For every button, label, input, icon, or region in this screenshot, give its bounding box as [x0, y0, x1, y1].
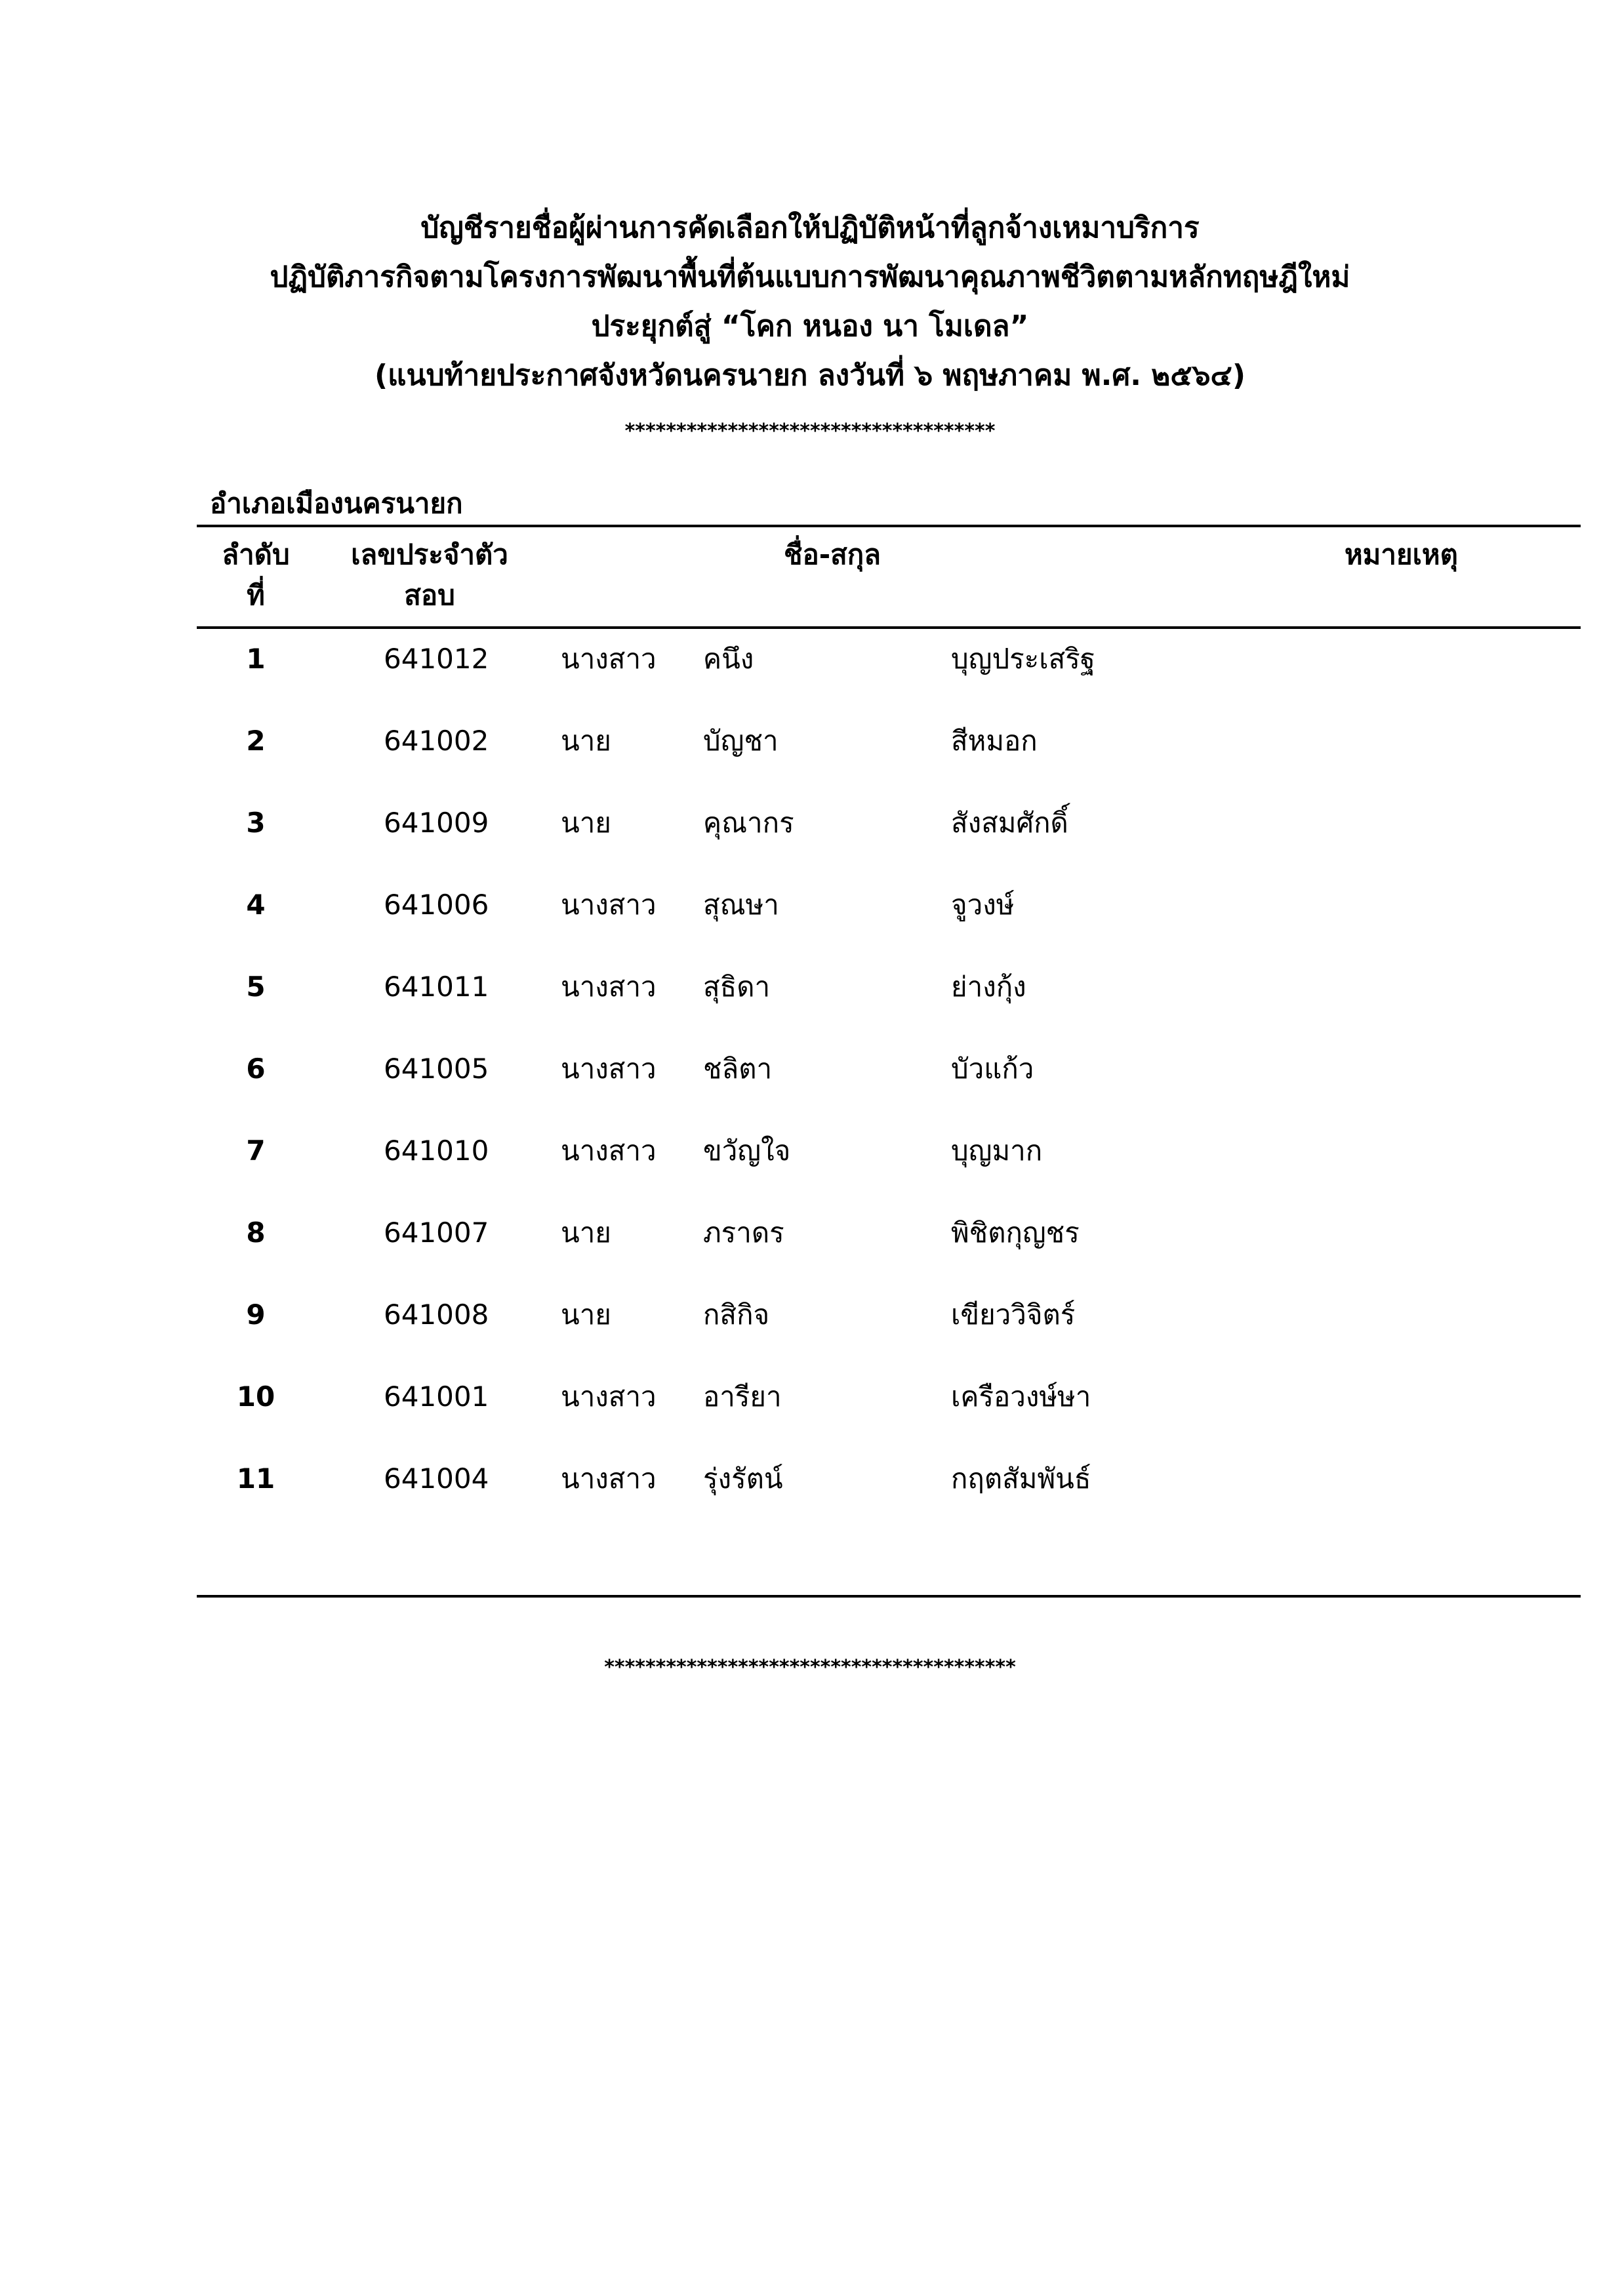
row-last-name: พิชิตกุญชร	[951, 1217, 1080, 1249]
table-row	[0, 1456, 1620, 1502]
row-exam-id: 641001	[384, 1380, 489, 1413]
row-name-title: นางสาว	[561, 1135, 657, 1167]
header-remark: หมายเหตุ	[1345, 538, 1458, 571]
table-row	[0, 1210, 1620, 1256]
row-first-name: อารียา	[703, 1380, 782, 1413]
row-last-name: เขียววิจิตร์	[951, 1299, 1076, 1331]
table-row	[0, 1046, 1620, 1092]
header-seq-line-2: ที่	[247, 579, 265, 611]
title-separator: ************************************	[624, 420, 996, 443]
header-exam-id	[341, 534, 518, 616]
doc-title-line-3: ประยุกต์สู่ “โคก หนอง นา โมเดล”	[591, 310, 1029, 343]
table-row	[0, 718, 1620, 764]
header-seq	[203, 534, 308, 616]
row-seq: 8	[246, 1217, 266, 1249]
row-name-title: นางสาว	[561, 1462, 657, 1495]
doc-title-line-4: (แนบท้ายประกาศจังหวัดนครนายก ลงวันที่ ๖ พฤษภาคม พ.ศ. ๒๕๖๔)	[375, 359, 1245, 392]
row-exam-id: 641005	[384, 1053, 489, 1085]
row-seq: 2	[246, 725, 266, 757]
row-name-title: นางสาว	[561, 971, 657, 1003]
row-last-name: จูวงษ์	[951, 889, 1015, 921]
row-exam-id: 641012	[384, 643, 489, 675]
row-first-name: ภราดร	[703, 1217, 784, 1249]
row-name-title: นางสาว	[561, 1380, 657, 1413]
doc-title-line-2: ปฏิบัติภารกิจตามโครงการพัฒนาพื้นที่ต้นแบบการพัฒนาคุณภาพชีวิตตามหลักทฤษฎีใหม่	[270, 260, 1350, 294]
row-last-name: บุญมาก	[951, 1135, 1043, 1167]
row-last-name: กฤตสัมพันธ์	[951, 1462, 1091, 1495]
table-row	[0, 636, 1620, 682]
table-row	[0, 964, 1620, 1010]
row-last-name: บัวแก้ว	[951, 1053, 1034, 1085]
table-row	[0, 1128, 1620, 1174]
table-row	[0, 800, 1620, 846]
row-seq: 4	[246, 889, 266, 921]
row-name-title: นางสาว	[561, 643, 657, 675]
row-name-title: นางสาว	[561, 889, 657, 921]
row-exam-id: 641008	[384, 1299, 489, 1331]
row-first-name: ชลิตา	[703, 1053, 773, 1085]
row-exam-id: 641004	[384, 1462, 489, 1495]
table-row	[0, 1292, 1620, 1338]
row-exam-id: 641010	[384, 1135, 489, 1167]
header-name: ชื่อ-สกุล	[784, 538, 881, 571]
row-seq: 11	[236, 1462, 275, 1495]
table-top-rule	[197, 525, 1581, 527]
row-last-name: สังสมศักดิ์	[951, 807, 1068, 839]
header-seq-line-1: ลำดับ	[222, 538, 290, 571]
row-name-title: นาย	[561, 725, 611, 757]
row-seq: 10	[236, 1380, 275, 1413]
row-first-name: สุณษา	[703, 889, 779, 921]
row-seq: 9	[246, 1299, 266, 1331]
row-first-name: ขวัญใจ	[703, 1135, 791, 1167]
row-exam-id: 641009	[384, 807, 489, 839]
row-first-name: สุธิดา	[703, 971, 771, 1003]
row-last-name: บุญประเสริฐ	[951, 643, 1095, 675]
row-exam-id: 641007	[384, 1217, 489, 1249]
row-first-name: บัญชา	[703, 725, 779, 757]
header-exam-id-line-2: สอบ	[404, 579, 455, 611]
row-exam-id: 641002	[384, 725, 489, 757]
district-label: อำเภอเมืองนครนายก	[210, 487, 463, 519]
row-exam-id: 641006	[384, 889, 489, 921]
footer-separator: ****************************************	[604, 1656, 1016, 1679]
row-name-title: นาย	[561, 1217, 611, 1249]
row-exam-id: 641011	[384, 971, 489, 1003]
row-first-name: กสิกิจ	[703, 1299, 770, 1331]
row-seq: 7	[246, 1135, 266, 1167]
row-first-name: คุณากร	[703, 807, 794, 839]
row-last-name: สีหมอก	[951, 725, 1038, 757]
row-name-title: นางสาว	[561, 1053, 657, 1085]
row-first-name: รุ่งรัตน์	[703, 1462, 783, 1495]
row-first-name: คนึง	[703, 643, 754, 675]
row-name-title: นาย	[561, 1299, 611, 1331]
row-last-name: เครือวงษ์ษา	[951, 1380, 1091, 1413]
row-seq: 1	[246, 643, 266, 675]
table-header-rule	[197, 626, 1581, 629]
doc-title-line-1: บัญชีรายชื่อผู้ผ่านการคัดเลือกให้ปฏิบัติหน้าที่ลูกจ้างเหมาบริการ	[420, 211, 1200, 245]
row-seq: 5	[246, 971, 266, 1003]
table-row	[0, 882, 1620, 928]
row-seq: 3	[246, 807, 266, 839]
table-row	[0, 1374, 1620, 1420]
row-seq: 6	[246, 1053, 266, 1085]
header-exam-id-line-1: เลขประจำตัว	[351, 538, 508, 571]
row-name-title: นาย	[561, 807, 611, 839]
table-bottom-rule	[197, 1595, 1581, 1598]
row-last-name: ย่างกุ้ง	[951, 971, 1026, 1003]
